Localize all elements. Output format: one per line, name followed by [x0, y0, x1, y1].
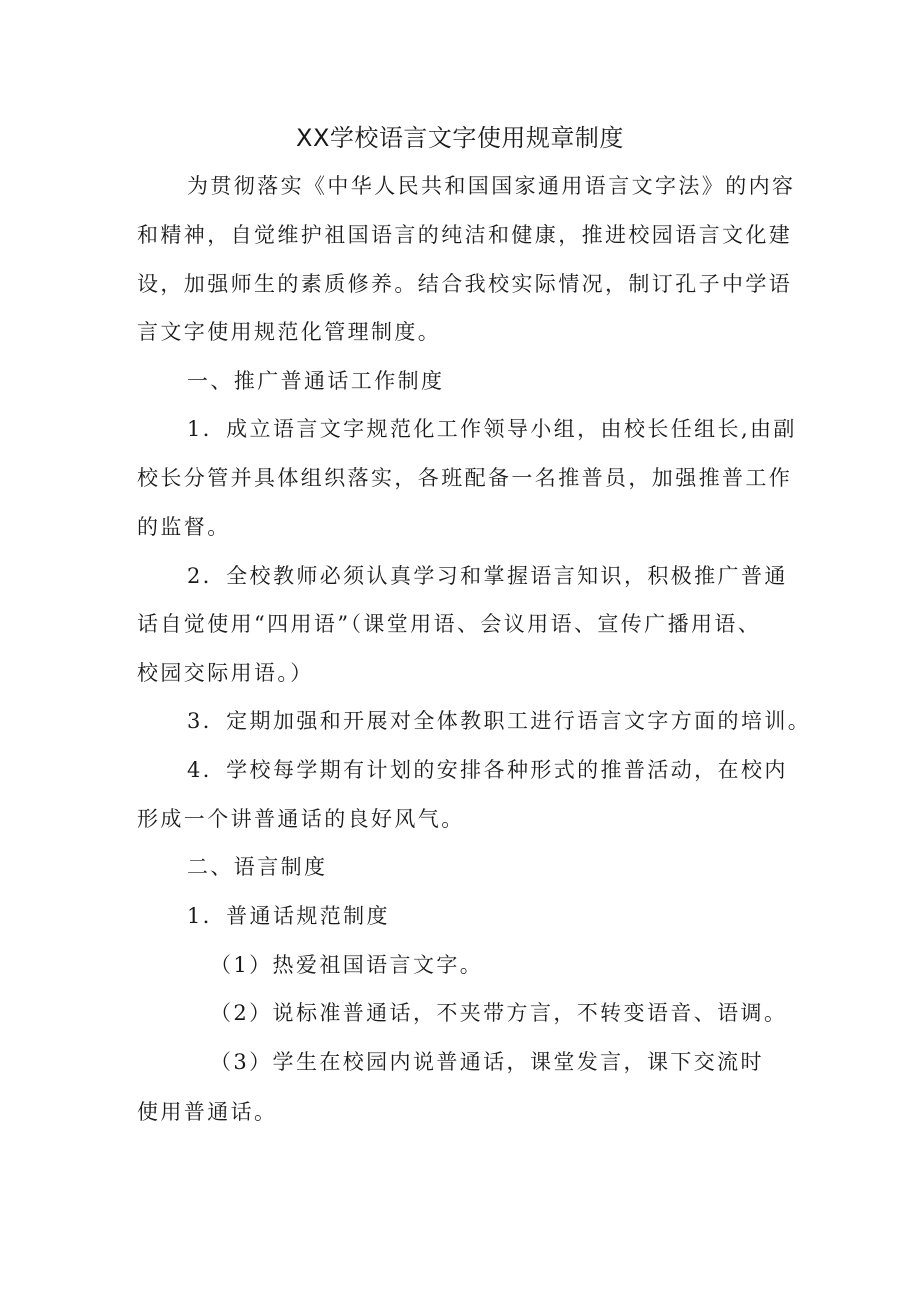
- paragraph-line: 使用普通话。: [137, 1100, 278, 1124]
- document-title: XX学校语言文字使用规章制度: [296, 124, 624, 152]
- paragraph-line: 校园交际用语。）: [137, 661, 314, 685]
- paragraph-line: 3．定期加强和开展对全体教职工进行语言文字方面的培训。: [187, 709, 812, 733]
- section-heading: 二、语言制度: [187, 855, 328, 879]
- paragraph-line: 2．全校教师必须认真学习和掌握语言知识，积极推广普通: [187, 564, 788, 588]
- paragraph-line: 为贯彻落实《中华人民共和国国家通用语言文字法》的内容: [187, 174, 796, 198]
- paragraph-line: 形成一个讲普通话的良好风气。: [137, 807, 465, 831]
- list-item: （2）说标准普通话，不夹带方言，不转变语音、语调。: [210, 1001, 788, 1025]
- paragraph-line: 和精神，自觉维护祖国语言的纯洁和健康，推进校园语言文化建: [137, 223, 793, 247]
- paragraph-line: 设，加强师生的素质修养。结合我校实际情况，制订孔子中学语: [137, 272, 793, 296]
- paragraph-line: 1．成立语言文字规范化工作领导小组，由校长任组长,由副: [187, 417, 797, 441]
- list-item: （1）热爱祖国语言文字。: [210, 953, 484, 977]
- list-item: （3）学生在校园内说普通话，课堂发言，课下交流时: [210, 1050, 764, 1074]
- subsection-heading: 1．普通话规范制度: [187, 904, 390, 928]
- paragraph-line: 言文字使用规范化管理制度。: [137, 320, 442, 344]
- section-heading: 一、推广普通话工作制度: [187, 369, 445, 393]
- paragraph-line: 话自觉使用“四用语”（课堂用语、会议用语、宣传广播用语、: [137, 612, 762, 636]
- paragraph-line: 校长分管并具体组织落实，各班配备一名推普员，加强推普工作: [137, 466, 793, 490]
- paragraph-line: 的监督。: [137, 515, 231, 539]
- paragraph-line: 4．学校每学期有计划的安排各种形式的推普活动，在校内: [187, 758, 788, 782]
